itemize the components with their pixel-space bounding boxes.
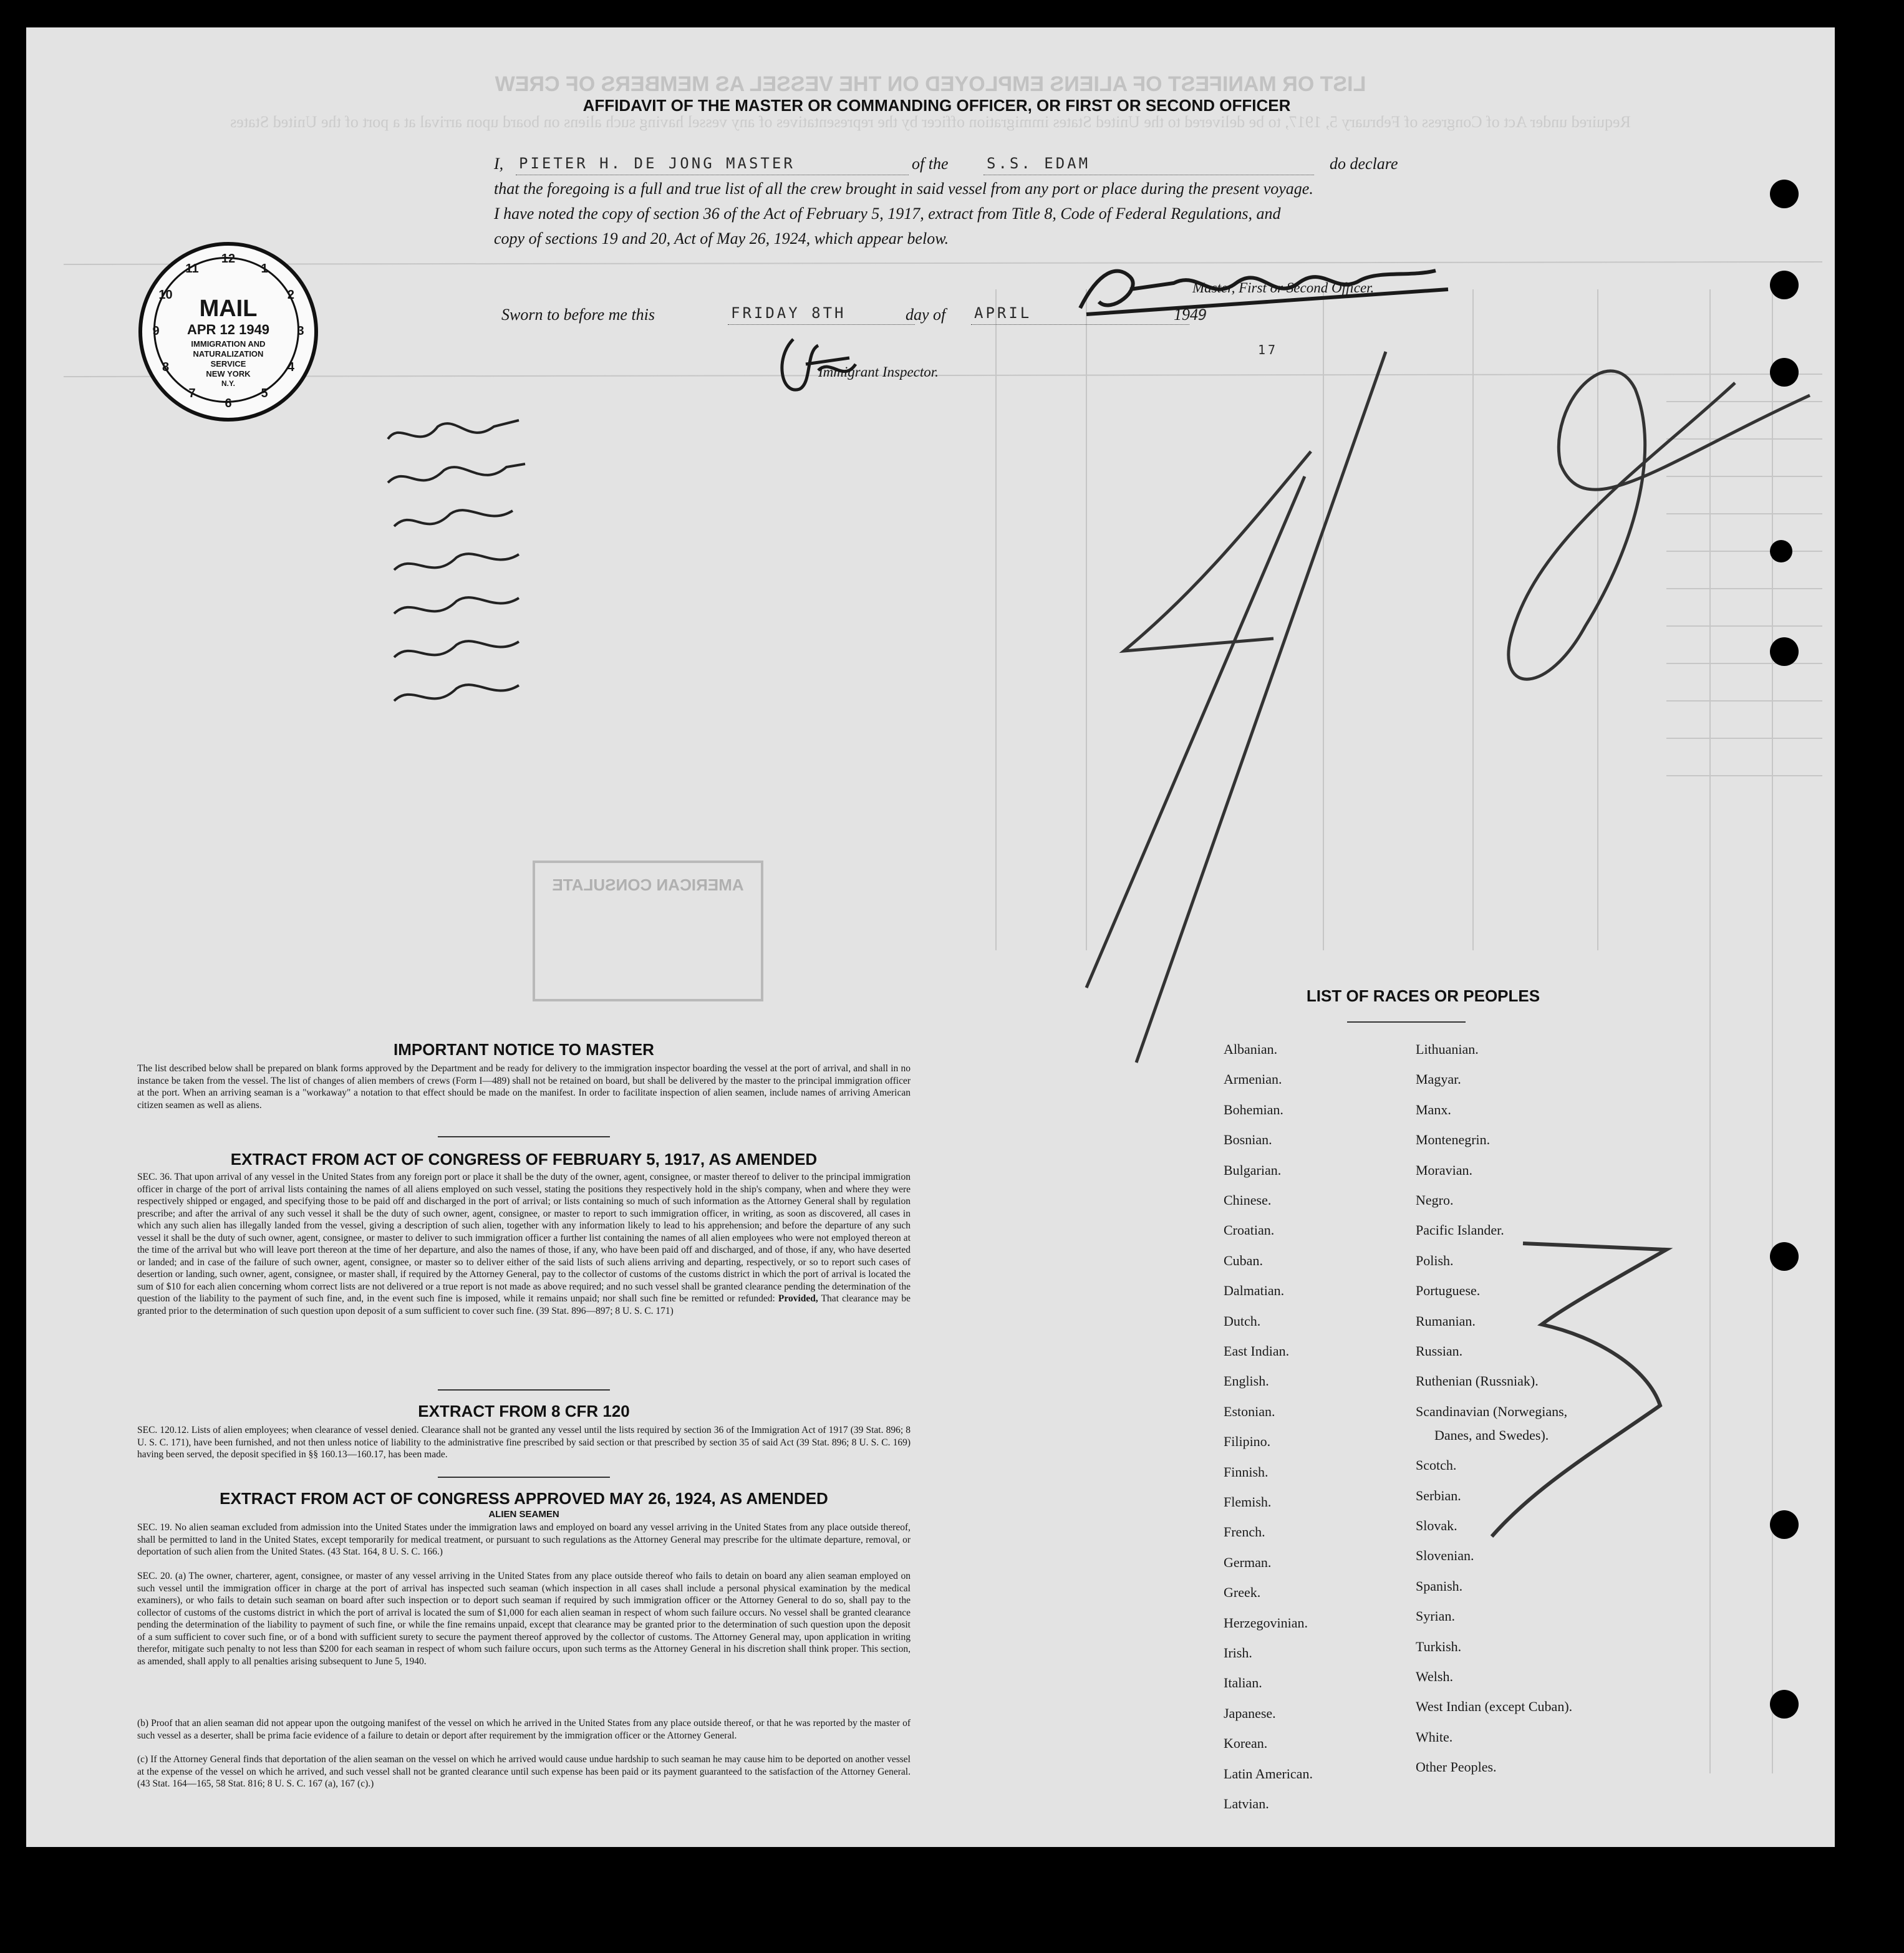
race-item: Negro. xyxy=(1416,1192,1454,1208)
race-item: Dalmatian. xyxy=(1224,1283,1285,1299)
punch-hole xyxy=(1770,1242,1799,1271)
race-item: Japanese. xyxy=(1224,1705,1276,1721)
race-item: Greek. xyxy=(1224,1584,1261,1601)
stamp-dial-number: 11 xyxy=(185,261,199,276)
extract-cfr-divider xyxy=(438,1477,610,1478)
extract-1924-subtitle: ALIEN SEAMEN xyxy=(488,1509,559,1520)
extract-1924-sec19: SEC. 19. No alien seaman excluded from admission into the United States under the immigration laws and employed on board any vessel arriving in the United States from any place outside thereof, shall be permitted to land in the United States, except temporarily for medical treatment, or pursuant to such regulations as the Attorney General may prescribe for the ultimate departure, removal, or deportation of such alien from the United States. (43 Stat. 164, 8 U. S. C. 166.) xyxy=(137,1522,911,1557)
sworn-month-line xyxy=(971,324,1189,325)
affidavit-line-2: that the foregoing is a full and true list of all the crew brought in said vessel from any port or place during the present voyage. xyxy=(494,180,1313,198)
race-item: Flemish. xyxy=(1224,1494,1272,1510)
races-divider xyxy=(1347,1021,1466,1023)
race-item: Armenian. xyxy=(1224,1071,1282,1087)
notice-divider xyxy=(438,1136,610,1137)
stamp-line-3: SERVICE xyxy=(210,359,246,369)
stamp-mail-word: MAIL xyxy=(199,296,258,322)
mail-stamp xyxy=(138,242,318,422)
stamp-dial-number: 1 xyxy=(261,261,268,276)
race-item: Cuban. xyxy=(1224,1252,1263,1268)
stamp-dial-number: 2 xyxy=(287,288,295,302)
race-item: Lithuanian. xyxy=(1416,1041,1479,1057)
punch-hole xyxy=(1770,637,1799,666)
extract-1924-sec20a: SEC. 20. (a) The owner, charterer, agent, consignee, or master of any vessel arriving in the United States from any place outside thereof who fails to detain on board any alien seaman employed on such vessel until the immigration officer in charge at the port of arrival has inspected such seaman (which inspection in all cases shall include a personal physical examination by the medical examiners), or who fails to detain such seaman on board after such inspection or to deport such seaman if required by such immigration officer or the Attorney General to do so, shall pay to the collector of customs of the customs district in which the port of arrival is located the sum of $1,000 for each alien seaman in respect of whom such failure occurs. No vessel shall be granted clearance pending the determination of the liability to payment of such fine, or while the fine remains unpaid, except that clearance may be granted prior to the determination of such question upon the deposit of a sum sufficient to cover such fine, or of a bond with sufficient surety to secure the payment thereof approved by the collector of customs. The Attorney General may, upon application in writing therefor, mitigate such penalty to not less than $200 for each seaman in respect of whom such failure occurs, upon such terms as the Attorney General in his discretion shall think proper. This section, as amended, shall apply to all penalties arising subsequent to June 5, 1940. xyxy=(137,1571,911,1667)
manifest-sheet xyxy=(26,27,1835,1847)
affidavit-line-3: I have noted the copy of section 36 of the Act of February 5, 1917, extract from Title 8, Code of Federal Regulations, and xyxy=(494,205,1281,223)
race-item: Welsh. xyxy=(1416,1669,1453,1684)
extract-1917-proviso-label: Provided, xyxy=(778,1293,818,1304)
stamp-dial-number: 10 xyxy=(158,288,173,302)
race-item: Bosnian. xyxy=(1224,1132,1272,1148)
race-item: Russian. xyxy=(1416,1343,1463,1359)
svg-text:LIST OR MANIFEST OF ALIENS EMP: LIST OR MANIFEST OF ALIENS EMPLOYED ON THE VESSEL AS MEMBERS OF CREW xyxy=(495,72,1366,96)
race-item: Manx. xyxy=(1416,1101,1451,1117)
notice-body: The list described below shall be prepared on blank forms approved by the Department and be ready for delivery to the immigration inspector boarding the vessel at the port of arrival, and shall in no instance be taken from the vessel. The list of changes of alien members of crews (Form I—489) shall not be retained on board, but shall be delivered by the master to the principal immigration officer at the port. When an arriving seaman is a "workaway" a notation to that effect should be made on the manifest. In order to facilitate inspection of alien seamen, include names of arriving American citizen seamen as well as aliens. xyxy=(137,1063,911,1111)
extract-1924-sec20b: (b) Proof that an alien seaman did not appear upon the outgoing manifest of the vessel on which he arrived in the United States from any place outside thereof, or that he was reported by the master of such vessel as a deserter, shall be prima facie evidence of a failure to detain or deport after requirement by the immigration officer or the Attorney General. xyxy=(137,1718,911,1741)
stamp-dial-number: 7 xyxy=(188,387,196,401)
vessel-name: S.S. EDAM xyxy=(987,155,1091,172)
race-item: Serbian. xyxy=(1416,1487,1461,1503)
master-caption: Master, First or Second Officer. xyxy=(1192,280,1375,296)
stamp-line-1: IMMIGRATION AND xyxy=(191,339,266,349)
race-item: Latvian. xyxy=(1224,1796,1269,1811)
race-item: Chinese. xyxy=(1224,1192,1272,1208)
race-item: Montenegrin. xyxy=(1416,1132,1491,1148)
race-item: Ruthenian (Russniak). xyxy=(1416,1373,1539,1389)
consulate-stamp xyxy=(533,861,763,1001)
race-item: Moravian. xyxy=(1416,1162,1473,1178)
race-item: Other Peoples. xyxy=(1416,1759,1497,1775)
race-item: Portuguese. xyxy=(1416,1283,1481,1299)
race-item: Dutch. xyxy=(1224,1313,1261,1329)
race-item: West Indian (except Cuban). xyxy=(1416,1699,1573,1715)
race-item: White. xyxy=(1416,1729,1453,1745)
stamp-line-4: NEW YORK xyxy=(206,369,251,379)
race-item: Scandinavian (Norwegians, xyxy=(1416,1403,1568,1419)
stamp-line-2: NATURALIZATION xyxy=(193,349,264,359)
stamp-dial-number: 3 xyxy=(297,324,304,338)
affidavit-title: AFFIDAVIT OF THE MASTER OR COMMANDING OFFICER, OR FIRST OR SECOND OFFICER xyxy=(582,96,1291,115)
race-item: Herzegovinian. xyxy=(1224,1614,1308,1631)
race-item: Estonian. xyxy=(1224,1403,1275,1419)
extract-cfr-body: SEC. 120.12. Lists of alien employees; when clearance of vessel denied. Clearance shall not be granted any vessel until the lists required by section 36 of the Immigration Act of 1917 (39 Stat. 896; 8 U. S. C. 171), have been furnished, and not then unless notice of liability to the administrative fine prescribed by said section or that prescribed by section 35 of said Act (39 Stat. 896; 8 U. S. C. 169) having been served, the deposit specified in §§ 160.13—160.17, has been made. xyxy=(137,1425,911,1460)
races-title: LIST OF RACES OR PEOPLES xyxy=(1306,986,1540,1005)
affidavit-declare: do declare xyxy=(1330,155,1398,173)
race-item: Bulgarian. xyxy=(1224,1162,1282,1178)
stamp-date: APR 12 1949 xyxy=(186,322,270,337)
punch-hole xyxy=(1770,1510,1799,1539)
extract-1917-title: EXTRACT FROM ACT OF CONGRESS OF FEBRUARY 5, 1917, AS AMENDED xyxy=(230,1150,818,1169)
consulate-stamp-text: AMERICAN CONSULATE xyxy=(552,875,744,894)
stamp-dial-number: 6 xyxy=(225,397,232,410)
extract-1917-divider xyxy=(438,1389,610,1391)
sworn-prefix: Sworn to before me this xyxy=(501,306,655,324)
race-item: Finnish. xyxy=(1224,1464,1269,1480)
race-item: Turkish. xyxy=(1416,1638,1462,1654)
race-item: Slovenian. xyxy=(1416,1548,1474,1564)
declarant-name: PIETER H. DE JONG MASTER xyxy=(519,155,795,172)
race-item: English. xyxy=(1224,1373,1269,1389)
race-item: Irish. xyxy=(1224,1645,1252,1661)
stamp-dial-number: 5 xyxy=(261,387,268,401)
sworn-day: FRIDAY 8TH xyxy=(731,304,846,322)
inspector-caption: Immigrant Inspector. xyxy=(818,364,939,380)
stamp-dial-number: 4 xyxy=(287,360,295,374)
extract-1917-proviso: That clearance may be granted prior to the determination of such question upon deposit of a sum sufficient to cover such fine. (39 Stat. 896—897; 8 U. S. C. 171) xyxy=(137,1293,911,1316)
race-item: Danes, and Swedes). xyxy=(1434,1427,1549,1443)
sworn-dayof: day of xyxy=(906,306,946,324)
stamp-dial-number: 9 xyxy=(152,324,160,338)
race-item: Scotch. xyxy=(1416,1457,1457,1473)
race-item: Slovak. xyxy=(1416,1518,1457,1533)
affidavit-of: of the xyxy=(912,155,949,173)
extract-1924-title: EXTRACT FROM ACT OF CONGRESS APPROVED MAY 26, 1924, AS AMENDED xyxy=(220,1489,828,1508)
stamp-dial-number: 8 xyxy=(162,360,170,374)
affidavit-prefix: I, xyxy=(494,155,504,173)
extract-1924-sec20c: (c) If the Attorney General finds that deportation of the alien seaman on the vessel on which he arrived would cause undue hardship to such seaman he may cause him to be deported on another vessel at the expense of the vessel on which he arrived, and such vessel shall not be granted clearance until such expense has been paid or its payment guaranteed to the satisfaction of the Attorney General. (43 Stat. 164—165, 58 Stat. 816; 8 U. S. C. 167 (a), 167 (c).) xyxy=(137,1754,911,1789)
race-item: Bohemian. xyxy=(1224,1101,1283,1117)
race-item: Croatian. xyxy=(1224,1222,1275,1238)
race-item: German. xyxy=(1224,1554,1272,1570)
race-item: Filipino. xyxy=(1224,1434,1271,1450)
sworn-year-handwritten: 9 xyxy=(1198,306,1210,324)
punch-hole xyxy=(1770,358,1799,387)
race-item: Latin American. xyxy=(1224,1765,1313,1782)
handwritten-column-scribbles xyxy=(363,402,563,726)
race-item: Pacific Islander. xyxy=(1416,1222,1504,1238)
race-item: Korean. xyxy=(1224,1735,1268,1752)
race-item: Magyar. xyxy=(1416,1071,1461,1087)
stamp-dial-number: 12 xyxy=(221,252,236,266)
sworn-month: APRIL xyxy=(974,304,1032,322)
race-item: Spanish. xyxy=(1416,1578,1463,1594)
sworn-year xyxy=(1174,306,1209,324)
punch-hole xyxy=(1770,180,1799,208)
svg-text:Required under Act of Congress: Required under Act of Congress of February 5, 1917, to be delivered to the United States immigration officer by the representatives of any vessel having such aliens on board upon arrival at a port of the United States xyxy=(230,113,1631,131)
affidavit-line-4: copy of sections 19 and 20, Act of May 26, 1924, which appear below. xyxy=(494,229,949,248)
extract-1917-body xyxy=(137,1171,911,1317)
race-item: Albanian. xyxy=(1224,1041,1278,1057)
race-item: French. xyxy=(1224,1524,1265,1540)
small-number-mark: 17 xyxy=(1258,342,1278,357)
extract-cfr-title: EXTRACT FROM 8 CFR 120 xyxy=(418,1402,630,1420)
race-item: Polish. xyxy=(1416,1252,1454,1268)
race-item: Italian. xyxy=(1224,1675,1262,1691)
punch-hole xyxy=(1770,540,1792,562)
race-item: Rumanian. xyxy=(1416,1313,1476,1329)
extract-1917-text: SEC. 36. That upon arrival of any vessel in the United States from any foreign port or place it shall be the duty of the owner, agent, consignee, or master thereof to deliver to the principal immigration officer in charge of the port of arrival lists containing the names of all aliens employed on such vessel, stating the positions they respectively hold in the ship's company, when and where they were respectively shipped or engaged, and specifying those to be paid off and discharged in the port of arrival; or lists containing so much of such information as the Attorney General shall by regulation prescribe; and after the arrival of any such vessel it shall be the duty of such owner, agent, consignee, or master to report to such immigration officer, in writing, as soon as discovered, all cases in which any such alien has illegally landed from the vessel, giving a description of such alien, together with any information likely to lead to his apprehension; and before the departure of any such vessel it shall be the duty of such owner, agent, consignee, or master to deliver to such immigration officer a further list containing the names of all alien employees who were not employed thereon at the time of the arrival but who will leave port thereon at the time of her departure, and also the names of those, if any, who have been paid off and discharged, and of those, if any, who have deserted or landed; and in case of the failure of such owner, agent, consignee, or master so to deliver either of the said lists of such aliens arriving and departing, respectively, or so to report such cases of desertion or landing, such owner, agent, consignee, or master shall, if required by the Attorney General, pay to the collector of customs of the customs district in which the port of arrival is located the sum of $10 for each alien concerning whom correct lists are not delivered or a true report is not made as above required; and no such vessel shall be granted clearance pending the determination of the question of the liability to the payment of such fine, and, in the event such fine is imposed, while it remains unpaid; nor shall such fine be remitted or refunded: xyxy=(137,1172,911,1304)
race-item: East Indian. xyxy=(1224,1343,1290,1359)
notice-title: IMPORTANT NOTICE TO MASTER xyxy=(394,1040,654,1059)
punch-hole xyxy=(1770,1690,1799,1719)
punch-hole xyxy=(1770,271,1799,299)
sworn-year-printed: 194 xyxy=(1174,306,1198,324)
race-item: Syrian. xyxy=(1416,1608,1455,1624)
stamp-line-5: N.Y. xyxy=(221,379,235,388)
